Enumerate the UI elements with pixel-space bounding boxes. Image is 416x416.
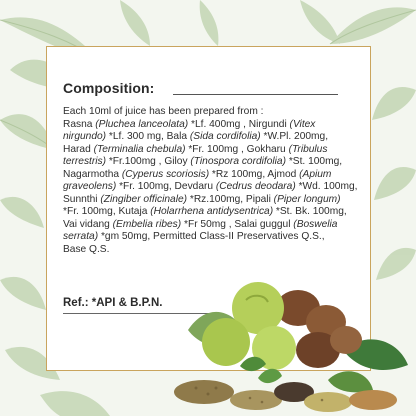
botanical-name: serrata) [63,231,99,243]
botanical-name: (Apium [299,168,332,180]
composition-line [63,231,363,244]
botanical-name: (Holarrhena antidysentrica) [150,206,274,218]
composition-text: *Wd. 100mg, [295,181,358,193]
botanical-name: terrestris) [63,156,107,168]
botanical-name: (Boswelia [293,218,338,230]
composition-text: *Fr. 100mg , Gokharu [185,143,289,155]
heading-underline [173,94,338,95]
composition-text: *Fr. 100mg, Kutaja [63,206,151,218]
composition-heading: Composition: [63,80,155,96]
composition-line [63,194,363,207]
composition-text: *St. Bk. 100mg, [273,206,347,218]
composition-line [63,181,363,194]
composition-text: Nagarmotha [63,168,122,180]
composition-line [63,131,363,144]
reference-text: Ref.: *API & B.P.N. [63,297,163,309]
botanical-name: (Tinospora cordifolia) [190,156,286,168]
composition-text: Sunnthi [63,193,101,205]
botanical-name: (Sida cordifolia) [189,131,261,143]
composition-line [63,106,363,119]
composition-text: Rasna [63,118,96,130]
composition-text: Each 10ml of juice has been prepared from : [63,106,264,117]
composition-text: *W.Pl. 200mg, [260,131,329,143]
composition-text: *gm 50mg, Permitted Class-II Preservatives Q.S., [98,231,325,243]
botanical-name: (Cedrus deodara) [215,181,296,193]
composition-line [63,219,363,232]
composition-text: Base Q.S. [63,244,110,256]
botanical-name: nirgundo) [63,131,107,143]
composition-text: *St. 100mg, [286,156,343,168]
botanical-name: (Piper longum) [273,193,341,205]
botanical-name: (Cyperus scoriosis) [121,168,210,180]
composition-line [63,244,363,257]
botanical-name: (Tribulus [288,143,328,155]
composition-line [63,144,363,157]
herbal-ingredients-image [168,270,416,416]
botanical-name: (Zingiber officinale) [100,193,188,205]
botanical-name: (Pluchea lanceolata) [95,118,189,130]
composition-text: *Rz.100mg, Pipali [187,193,274,205]
composition-text: *Fr. 100mg, Devdaru [116,181,216,193]
composition-line [63,156,363,169]
composition-text: *Lf. 300 mg, Bala [106,131,190,143]
composition-line [63,169,363,182]
composition-text: *Fr 50mg , Salai guggul [181,218,294,230]
botanical-name: (Terminalia chebula) [93,143,186,155]
composition-text: *Lf. 400mg , Nirgundi [188,118,290,130]
composition-text: *Rz 100mg, Ajmod [209,168,300,180]
composition-text: Vai vidang [63,218,113,230]
botanical-name: (Embelia ribes) [112,218,182,230]
composition-text: *Fr.100mg , Giloy [106,156,191,168]
botanical-name: (Vitex [289,118,316,130]
composition-body [63,106,363,257]
botanical-name: graveolens) [63,181,117,193]
composition-line [63,206,363,219]
composition-heading-row [63,80,338,100]
composition-line [63,119,363,132]
composition-text: Harad [63,143,94,155]
